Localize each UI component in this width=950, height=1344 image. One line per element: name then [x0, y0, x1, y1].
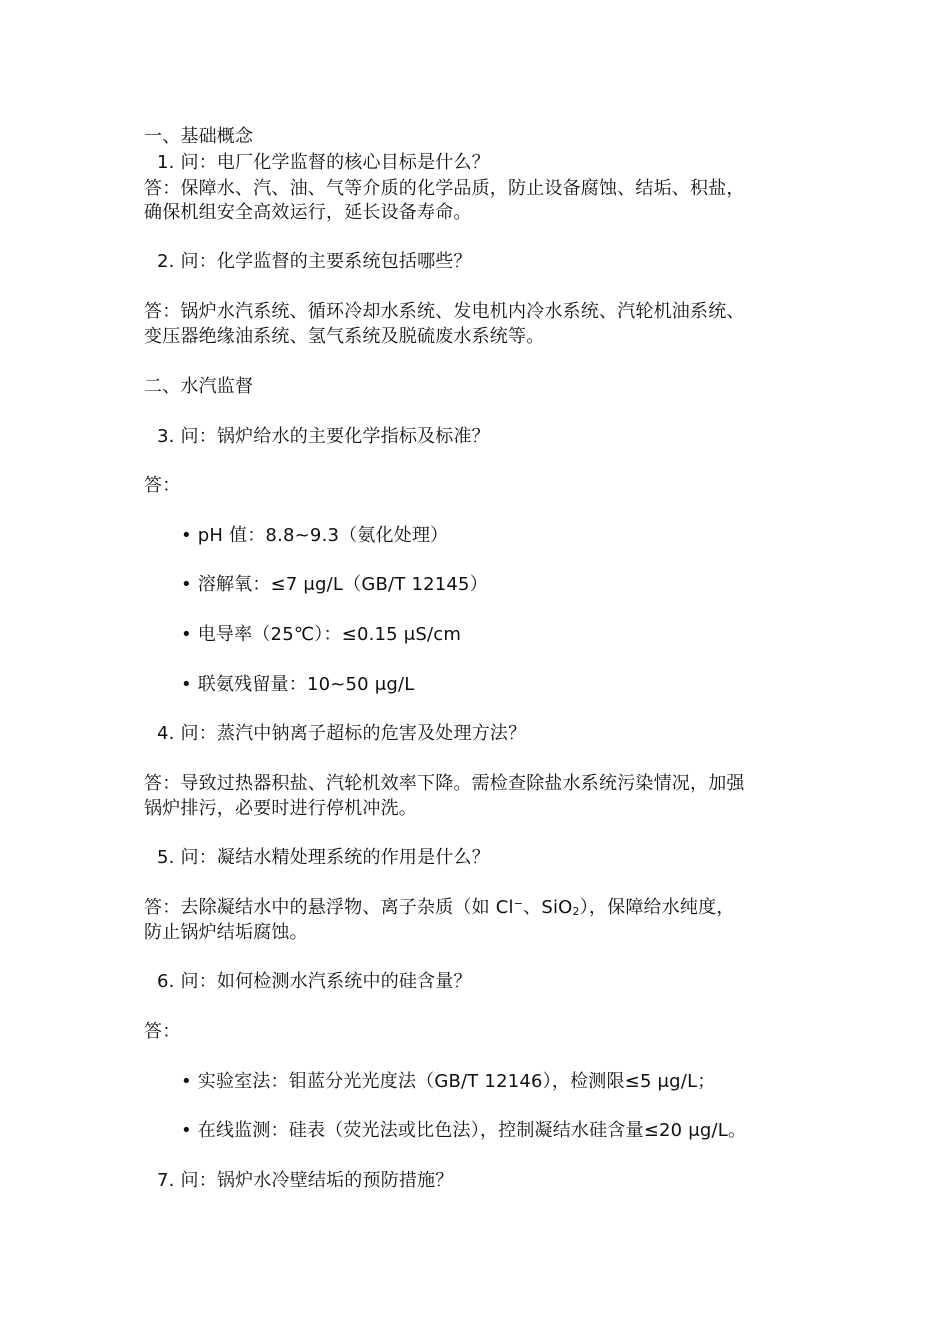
- section-heading: 二、水汽监督: [144, 376, 254, 397]
- bullet-item: • pH 值：8.8~9.3（氨化处理）: [181, 525, 449, 546]
- answer-6-intro: 答：: [144, 1021, 181, 1042]
- bullet-item: • 溶解氧：≤7 μg/L（GB/T 12145）: [181, 574, 488, 595]
- question-7: 7. 问：锅炉水冷壁结垢的预防措施？: [157, 1170, 454, 1191]
- silica-subscript: 2: [572, 905, 580, 918]
- question-5: 5. 问：凝结水精处理系统的作用是什么？: [157, 847, 490, 868]
- answer-2-line-1: 答：锅炉水汽系统、循环冷却水系统、发电机内冷水系统、汽轮机油系统、: [144, 301, 745, 322]
- answer-5-line-1: [144, 895, 735, 921]
- bullet-item: • 联氨残留量：10~50 μg/L: [181, 674, 415, 695]
- question-6: 6. 问：如何检测水汽系统中的硅含量？: [157, 971, 472, 992]
- answer-5-mid: 、SiO: [523, 897, 573, 918]
- bullet-item: • 电导率（25℃）：≤0.15 μS/cm: [181, 624, 462, 645]
- answer-5-line-2: 防止锅炉结垢腐蚀。: [144, 922, 308, 943]
- answer-4-line-2: 锅炉排污，必要时进行停机冲洗。: [144, 798, 417, 819]
- question-3: 3. 问：锅炉给水的主要化学指标及标准？: [157, 426, 490, 447]
- bullet-item: • 在线监测：硅表（荧光法或比色法），控制凝结水硅含量≤20 μg/L。: [181, 1120, 747, 1141]
- chloride-charge: −: [513, 897, 524, 910]
- answer-4-line-1: 答：导致过热器积盐、汽轮机效率下降。需检查除盐水系统污染情况，加强: [144, 773, 745, 794]
- answer-1-line-1: 答：保障水、汽、油、气等介质的化学品质，防止设备腐蚀、结垢、积盐，: [144, 178, 745, 199]
- answer-5-suffix: ），保障给水纯度，: [579, 897, 735, 918]
- question-2: 2. 问：化学监督的主要系统包括哪些？: [157, 251, 472, 272]
- bullet-item: • 实验室法：钼蓝分光光度法（GB/T 12146），检测限≤5 μg/L；: [181, 1071, 716, 1092]
- question-4: 4. 问：蒸汽中钠离子超标的危害及处理方法？: [157, 723, 527, 744]
- answer-3-intro: 答：: [144, 475, 181, 496]
- question-1: 1. 问：电厂化学监督的核心目标是什么？: [157, 152, 490, 173]
- section-heading: 一、基础概念: [144, 126, 254, 147]
- answer-1-line-2: 确保机组安全高效运行，延长设备寿命。: [144, 202, 472, 223]
- answer-2-line-2: 变压器绝缘油系统、氢气系统及脱硫废水系统等。: [144, 326, 545, 347]
- answer-5-prefix: 答：去除凝结水中的悬浮物、离子杂质（如 Cl: [144, 897, 514, 918]
